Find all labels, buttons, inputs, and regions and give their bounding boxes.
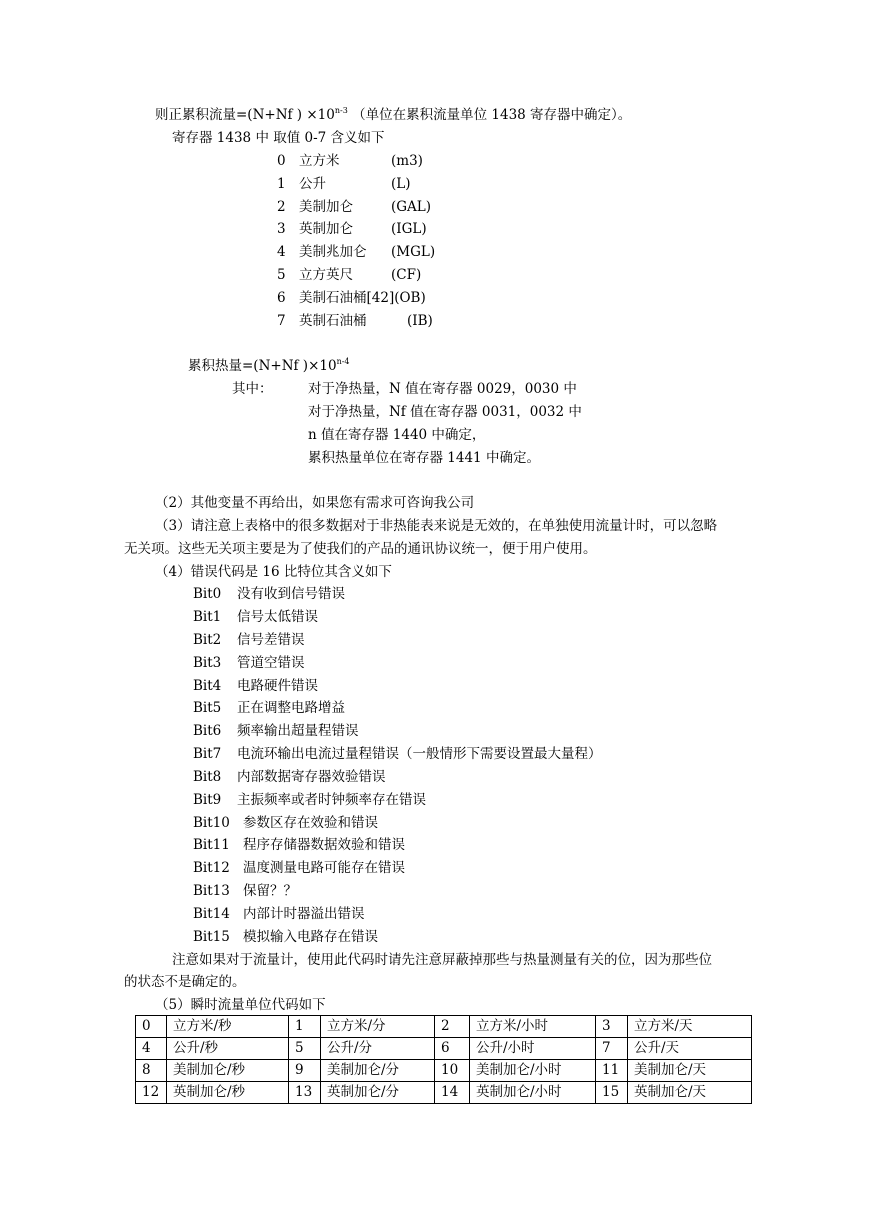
heat-note-line: 对于净热量，N 值在寄存器 0029，0030 中 [308,381,577,397]
list-item: Bit7 电流环输出电流过量程错误（一般情形下需要设置最大量程） [193,746,602,762]
table-cell-code: 15 [596,1082,628,1104]
table-cell-code: 2 [435,1016,470,1038]
table-cell-code: 0 [136,1016,167,1038]
table-cell-code: 13 [289,1082,321,1104]
list-item: 6 美制石油桶[42](OB) [277,290,426,306]
table-cell-name: 公升/小时 [470,1038,596,1060]
list-item: Bit4 电路硬件错误 [193,678,318,694]
heat-note-line: 对于净热量，Nf 值在寄存器 0031，0032 中 [308,404,582,420]
list-item: Bit2 信号差错误 [193,632,305,648]
table-cell-name: 公升/分 [321,1038,435,1060]
table-cell-code: 3 [596,1016,628,1038]
paragraph-3-line1: （3）请注意上表格中的很多数据对于非热能表来说是无效的，在单独使用流量计时，可以忽略 [155,518,718,534]
table-cell-name: 立方米/分 [321,1016,435,1038]
table-row [136,1082,752,1104]
list-item: Bit12 温度测量电路可能存在错误 [193,860,405,876]
table-cell-name: 立方米/天 [628,1016,752,1038]
table-cell-name: 英制加仑/天 [628,1082,752,1104]
list-item: 1 公升 (L) [277,176,411,192]
list-item: Bit1 信号太低错误 [193,609,318,625]
table-cell-name: 英制加仑/秒 [167,1082,289,1104]
table-row [136,1060,752,1082]
list-item: Bit0 没有收到信号错误 [193,586,345,602]
heat-formula: 累积热量=(N+Nf )$\times 10^{n-4}$ [188,357,350,374]
table-cell-code: 8 [136,1060,167,1082]
table-cell-code: 10 [435,1060,470,1082]
paragraph-2: （2）其他变量不再给出，如果您有需求可咨询我公司 [155,495,475,511]
table-row [136,1038,752,1060]
table-cell-code: 14 [435,1082,470,1104]
table-cell-name: 英制加仑/小时 [470,1082,596,1104]
list-item: 4 美制兆加仑 (MGL) [277,244,436,260]
list-item: Bit10 参数区存在效验和错误 [193,815,378,831]
table-cell-name: 美制加仑/天 [628,1060,752,1082]
table-cell-code: 4 [136,1038,167,1060]
paragraph-3-line2: 无关项。这些无关项主要是为了使我们的产品的通讯协议统一，便于用户使用。 [124,541,597,557]
instant-unit-table [135,1015,752,1104]
list-item: 0 立方米 (m3) [277,153,423,169]
table-cell-name: 英制加仑/分 [321,1082,435,1104]
list-item: Bit6 频率输出超量程错误 [193,723,359,739]
note-line2: 的状态不是确定的。 [124,974,246,990]
table-cell-code: 11 [596,1060,628,1082]
paragraph-4: （4）错误代码是 16 比特位其含义如下 [155,564,392,580]
list-item: 7 英制石油桶 (IB) [277,313,433,329]
table-cell-code: 6 [435,1038,470,1060]
table-cell-code: 5 [289,1038,321,1060]
table-cell-code: 7 [596,1038,628,1060]
table-cell-code: 1 [289,1016,321,1038]
list-item: Bit14 内部计时器溢出错误 [193,906,365,922]
table-cell-code: 9 [289,1060,321,1082]
list-item: Bit5 正在调整电路增益 [193,700,345,716]
list-item: Bit8 内部数据寄存器效验错误 [193,769,386,785]
list-item: Bit13 保留？？ [193,883,297,899]
list-item: 5 立方英尺 (CF) [277,267,422,283]
register-1438-intro: 寄存器 1438 中 取值 0-7 含义如下 [172,130,385,146]
table-cell-name: 立方米/小时 [470,1016,596,1038]
paragraph-5: （5）瞬时流量单位代码如下 [155,997,326,1013]
flow-formula: 则正累积流量=(N+Nf ) $\times 10^{n-3}$ （单位在累积流量单位 1438 寄存器中确定）。 [155,106,632,123]
table-cell-name: 美制加仑/秒 [167,1060,289,1082]
list-item: 3 英制加仑 (IGL) [277,221,427,237]
table-cell-name: 美制加仑/分 [321,1060,435,1082]
table-cell-name: 立方米/秒 [167,1016,289,1038]
list-item: Bit15 模拟输入电路存在错误 [193,929,378,945]
heat-notes-label: 其中： [232,381,273,397]
table-cell-name: 公升/秒 [167,1038,289,1060]
list-item: Bit9 主振频率或者时钟频率存在错误 [193,792,426,808]
table-cell-code: 12 [136,1082,167,1104]
list-item: Bit11 程序存储器数据效验和错误 [193,837,405,853]
table-cell-name: 公升/天 [628,1038,752,1060]
list-item: Bit3 管道空错误 [193,655,305,671]
list-item: 2 美制加仑 (GAL) [277,199,432,215]
table-cell-name: 美制加仑/小时 [470,1060,596,1082]
heat-note-line: 累积热量单位在寄存器 1441 中确定。 [308,450,540,466]
heat-note-line: n 值在寄存器 1440 中确定， [308,427,486,443]
note-line1: 注意如果对于流量计，使用此代码时请先注意屏蔽掉那些与热量测量有关的位，因为那些位 [172,952,712,968]
table-row [136,1016,752,1038]
